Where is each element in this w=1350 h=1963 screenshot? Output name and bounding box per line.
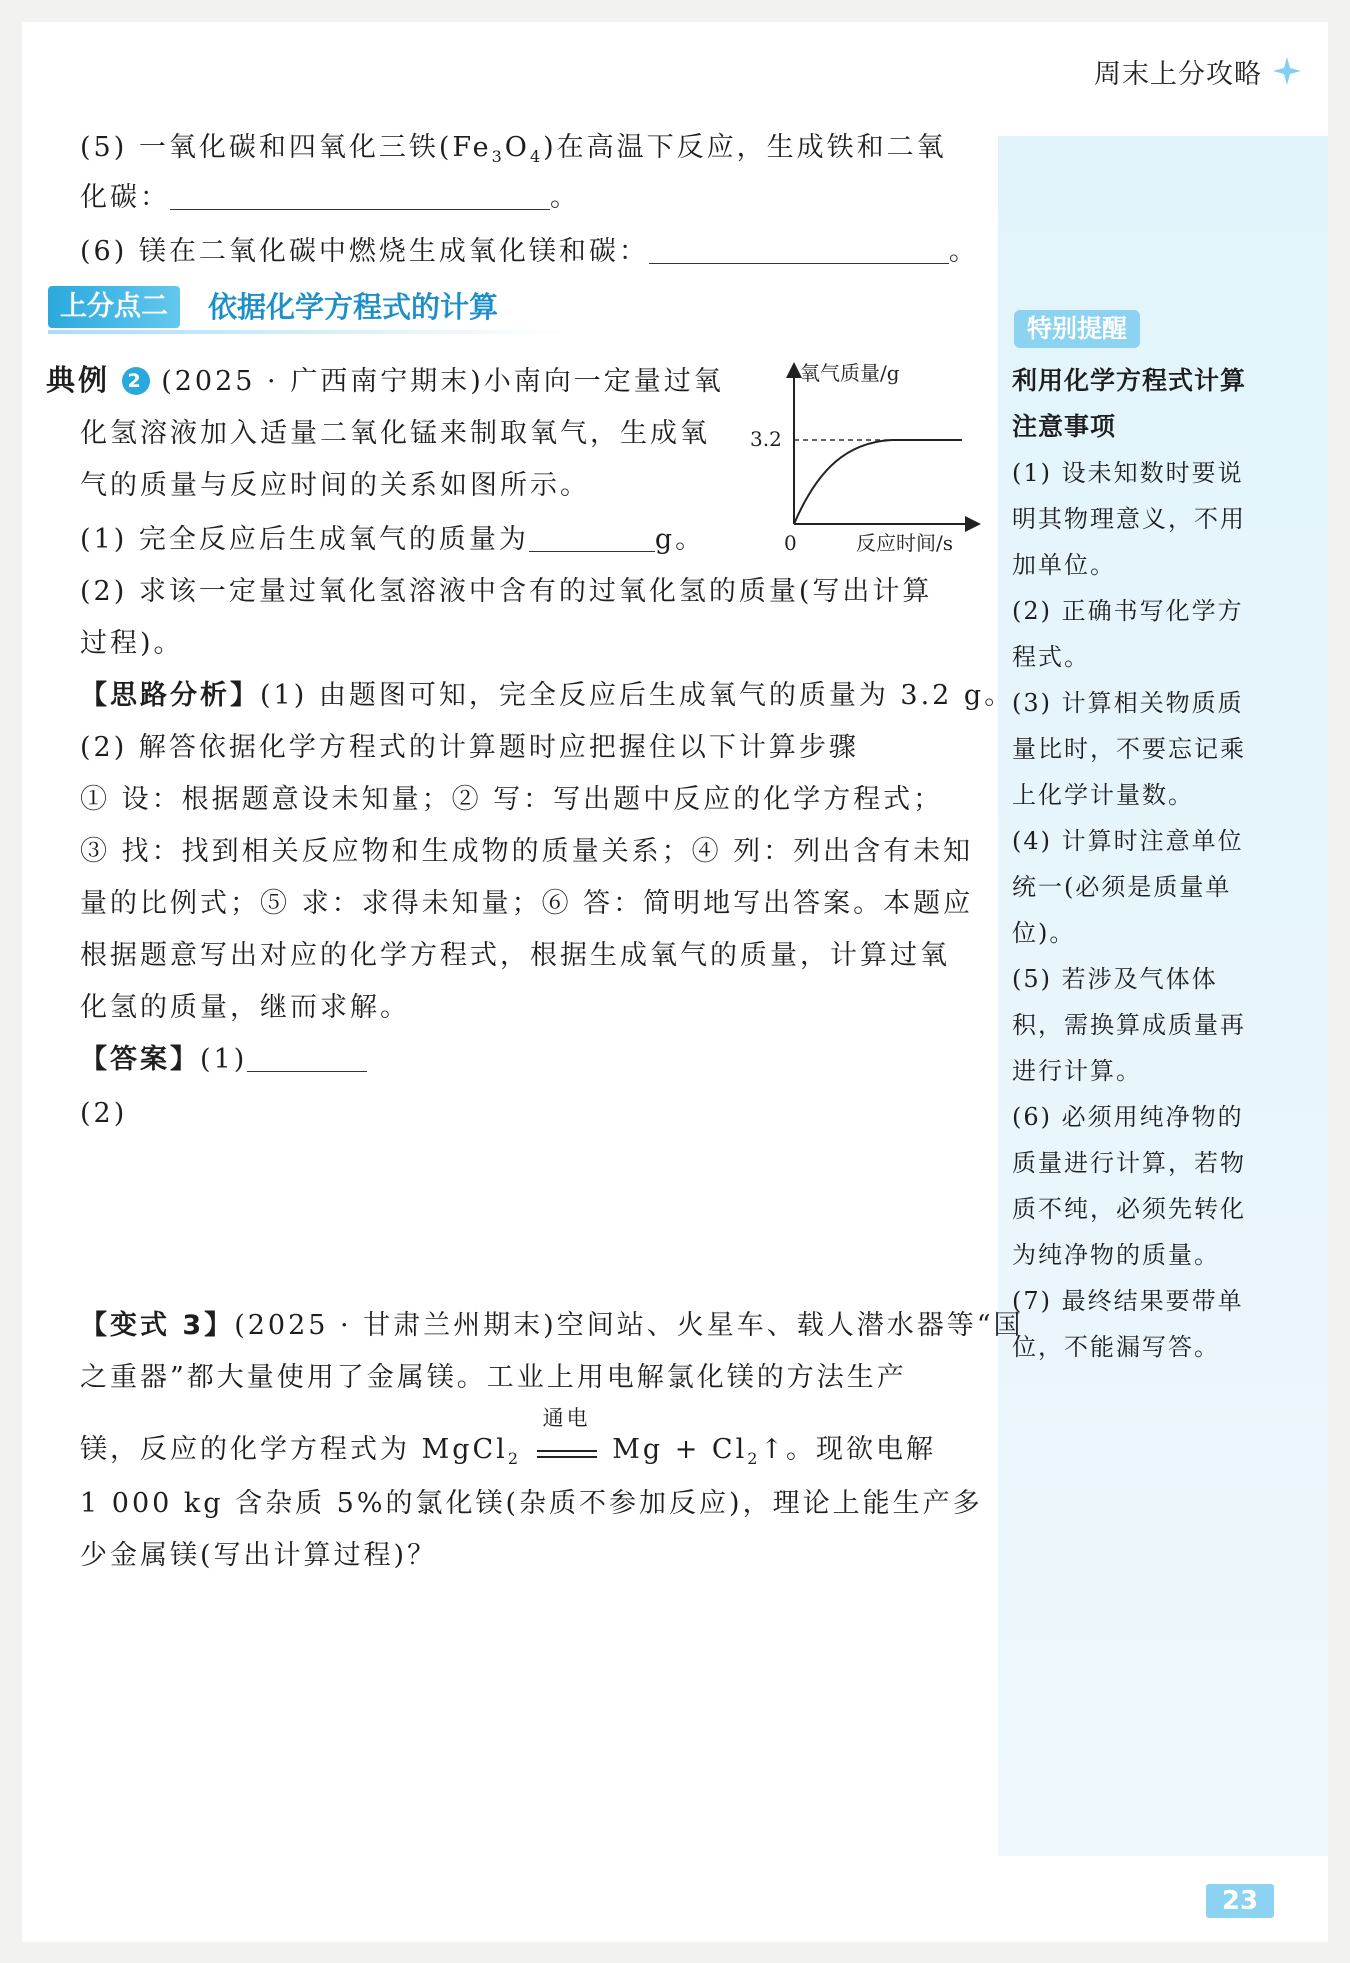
example-q2-line2: 过程)。 — [80, 628, 184, 659]
tips-heading-2: 注意事项 — [1012, 412, 1117, 441]
section-title: 依据化学方程式的计算 — [208, 290, 499, 324]
example-number: 2 — [122, 367, 150, 395]
tips-line: (4) 计算时注意单位 — [1012, 827, 1244, 855]
answer-blank[interactable] — [247, 1041, 367, 1072]
sparkle-icon — [1272, 56, 1302, 86]
variant-line5: 少金属镁(写出计算过程)？ — [80, 1540, 438, 1571]
analysis-line1: 【思路分析】(1) 由题图可知，完全反应后生成氧气的质量为 3.2 g。 — [80, 680, 1015, 711]
analysis-line7: 化氢的质量，继而求解。 — [80, 992, 410, 1023]
tips-line: 上化学计量数。 — [1012, 781, 1194, 809]
section-underline — [48, 330, 568, 334]
example-line2: 化氢溶液加入适量二氧化锰来制取氧气，生成氧 — [80, 418, 710, 449]
variant-line3: 镁，反应的化学方程式为 MgCl$_2$ 通电 $Mg + Cl_2↑$。现欲电解 — [80, 1406, 937, 1468]
tips-line: 明其物理意义，不用 — [1012, 505, 1246, 533]
variant-line4: 1 000 kg 含杂质 5%的氯化镁(杂质不参加反应)，理论上能生产多 — [80, 1488, 983, 1519]
tips-line: 量比时，不要忘记乘 — [1012, 735, 1246, 763]
tips-line: (1) 设未知数时要说 — [1012, 459, 1244, 487]
section-tag: 上分点二 — [48, 286, 180, 328]
page-number: 23 — [1206, 1884, 1274, 1918]
example-label: 典例 — [46, 363, 111, 397]
analysis-line2: (2) 解答依据化学方程式的计算题时应把握住以下计算步骤 — [80, 732, 859, 763]
analysis-line5: 量的比例式；⑤ 求：求得未知量；⑥ 答：简明地写出答案。本题应 — [80, 888, 974, 919]
example-q2: (2) 求该一定量过氧化氢溶液中含有的过氧化氢的质量(写出计算 — [80, 576, 933, 607]
oxygen-curve — [794, 440, 962, 524]
tips-line: (6) 必须用纯净物的 — [1012, 1103, 1244, 1131]
answer-line1: 【答案】(1) — [80, 1040, 367, 1080]
analysis-line4: ③ 找：找到相关反应物和生成物的质量关系；④ 列：列出含有未知 — [80, 836, 974, 867]
tips-line: (7) 最终结果要带单 — [1012, 1287, 1244, 1315]
tips-heading-1: 利用化学方程式计算 — [1012, 366, 1247, 395]
analysis-label: 【思路分析】 — [80, 680, 260, 711]
oxygen-mass-chart — [748, 358, 983, 558]
tips-line: 质不纯，必须先转化 — [1012, 1195, 1246, 1223]
tips-line: 为纯净物的质量。 — [1012, 1241, 1220, 1269]
y-tick-label: 3.2 — [750, 427, 782, 451]
tips-line: (2) 正确书写化学方 — [1012, 597, 1244, 625]
variant-line2: 之重器”都大量使用了金属镁。工业上用电解氯化镁的方法生产 — [80, 1362, 907, 1393]
tips-line: (3) 计算相关物质质 — [1012, 689, 1244, 717]
tips-line: 进行计算。 — [1012, 1057, 1142, 1085]
tips-line: (5) 若涉及气体体 — [1012, 965, 1218, 993]
tips-line: 质量进行计算，若物 — [1012, 1149, 1246, 1177]
tips-line: 程式。 — [1012, 643, 1090, 671]
answer-label: 【答案】 — [80, 1044, 200, 1075]
tips-line: 加单位。 — [1012, 551, 1116, 579]
tips-line: 统一(必须是质量单 — [1012, 873, 1232, 901]
origin-label: 0 — [784, 531, 797, 555]
example-intro: 典例 2 (2025 · 广西南宁期末)小南向一定量过氧 — [46, 363, 724, 397]
tips-tag: 特别提醒 — [1014, 310, 1140, 348]
answer-blank[interactable] — [529, 521, 655, 552]
answer-blank[interactable] — [170, 179, 550, 210]
tips-line: 积，需换算成质量再 — [1012, 1011, 1246, 1039]
reaction-condition: 通电 — [537, 1436, 597, 1458]
x-axis-label: 反应时间/s — [856, 531, 954, 555]
header-title: 周末上分攻略 — [1094, 59, 1262, 90]
question-5-line2: 化碳： 。 — [80, 178, 580, 218]
tips-line: 位，不能漏写答。 — [1012, 1333, 1220, 1361]
variant-line1: 【变式 3】(2025 · 甘肃兰州期末)空间站、火星车、载人潜水器等“国 — [80, 1310, 1024, 1341]
answer-line2: (2) — [80, 1098, 128, 1129]
y-axis-label: 氧气质量/g — [800, 361, 900, 385]
analysis-line3: ① 设：根据题意设未知量；② 写：写出题中反应的化学方程式； — [80, 784, 944, 815]
example-q1: (1) 完全反应后生成氧气的质量为 g。 — [80, 520, 705, 560]
analysis-line6: 根据题意写出对应的化学方程式，根据生成氧气的质量，计算过氧 — [80, 940, 950, 971]
answer-blank[interactable] — [649, 233, 949, 264]
tips-line: 位)。 — [1012, 919, 1076, 947]
question-5: (5) 一氧化碳和四氧化三铁$(Fe_3O_4)$在高温下反应，生成铁和二氧 — [80, 132, 947, 166]
variant-label: 【变式 3】 — [80, 1310, 235, 1341]
question-6: (6) 镁在二氧化碳中燃烧生成氧化镁和碳： 。 — [80, 232, 979, 272]
example-line3: 气的质量与反应时间的关系如图所示。 — [80, 470, 590, 501]
